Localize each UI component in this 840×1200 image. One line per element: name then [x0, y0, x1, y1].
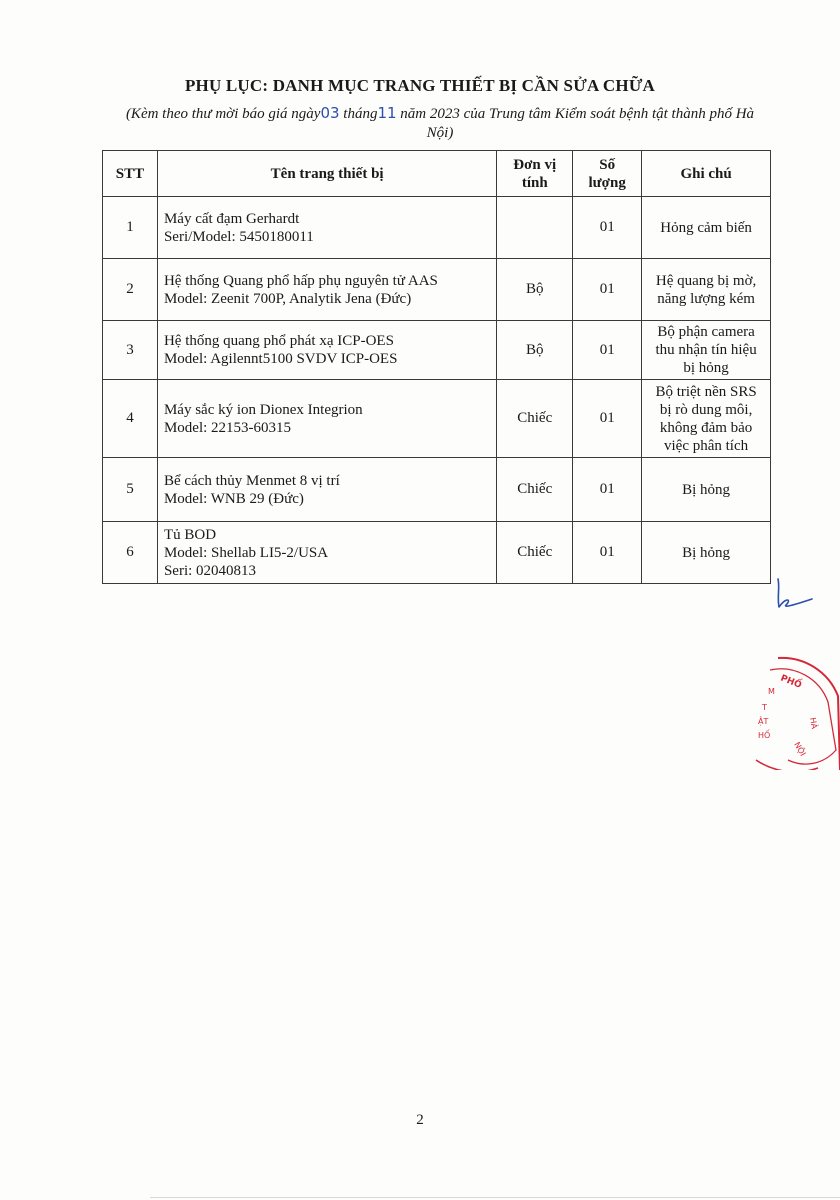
table-row: [103, 197, 771, 259]
header-note: Ghi chú: [642, 151, 771, 197]
cell-unit: Chiếc: [497, 458, 573, 522]
note-line: Bị hỏng: [682, 544, 731, 561]
equipment-name-line: Máy cất đạm Gerhardt: [163, 210, 300, 227]
equipment-name-line: Hệ thống quang phổ phát xạ ICP-OES: [163, 333, 394, 349]
note-line: không đảm bảo: [659, 419, 753, 436]
note-line: Bộ triệt nền SRS: [655, 383, 757, 400]
cell-equipment-name: [157, 197, 496, 259]
note-line: thu nhận tín hiệu: [655, 342, 757, 358]
cell-unit: Chiếc: [497, 380, 573, 458]
note-line: Bị hỏng: [682, 481, 731, 498]
subtitle-part1: (Kèm theo thư mời báo giá ngày: [125, 106, 321, 122]
header-qty-line1: Số: [599, 156, 616, 173]
header-qty-line2: lượng: [588, 174, 626, 191]
equipment-name-line: Bể cách thủy Menmet 8 vị trí: [163, 472, 340, 489]
cell-note: [642, 458, 771, 522]
svg-text:PHỐ: PHỐ: [778, 673, 803, 691]
note-line: Bộ phận camera: [657, 324, 755, 340]
cell-stt: 6: [103, 522, 158, 584]
svg-text:ẬT: ẬT: [758, 717, 769, 726]
cell-quantity: 01: [573, 458, 642, 522]
cell-quantity: 01: [573, 522, 642, 584]
svg-text:HỐ: HỐ: [758, 731, 771, 740]
equipment-name-line: Seri: 02040813: [163, 562, 257, 579]
equipment-name-line: Model: Zeenit 700P, Analytik Jena (Đức): [163, 290, 412, 307]
cell-stt: 5: [103, 458, 158, 522]
cell-stt: 3: [103, 321, 158, 380]
header-unit-line2: tính: [521, 174, 548, 191]
table-row: [103, 458, 771, 522]
cell-stt: 4: [103, 380, 158, 458]
note-line: năng lượng kém: [657, 290, 755, 307]
equipment-name-line: Máy sắc ký ion Dionex Integrion: [163, 401, 363, 418]
equipment-name-line: Model: Agilennt5100 SVDV ICP-OES: [163, 351, 398, 367]
note-line: Hỏng cảm biến: [660, 219, 752, 236]
table-header-row: [103, 151, 771, 197]
table-row: [103, 522, 771, 584]
cell-equipment-name: [157, 259, 496, 321]
header-stt: STT: [103, 151, 158, 197]
equipment-table: [102, 150, 771, 584]
equipment-name-line: Tủ BOD: [163, 526, 217, 543]
page-number: 2: [416, 1112, 424, 1128]
table-row: [103, 259, 771, 321]
svg-text:M: M: [768, 687, 775, 696]
svg-text:HÀ: HÀ: [808, 716, 819, 730]
cell-unit: Bộ: [497, 321, 573, 380]
cell-stt: 1: [103, 197, 158, 259]
cell-quantity: 01: [573, 259, 642, 321]
header-unit: [497, 151, 573, 197]
cell-note: [642, 380, 771, 458]
header-name: Tên trang thiết bị: [157, 151, 496, 197]
cell-equipment-name: [157, 458, 496, 522]
equipment-name-line: Hệ thống Quang phổ hấp phụ nguyên tử AAS: [163, 272, 438, 289]
note-line: việc phân tích: [664, 437, 749, 454]
note-line: Hệ quang bị mờ,: [655, 272, 757, 289]
svg-text:T: T: [762, 703, 767, 712]
cell-note: [642, 197, 771, 259]
subtitle-part2: tháng: [339, 106, 378, 122]
equipment-name-line: Seri/Model: 5450180011: [163, 228, 314, 245]
official-stamp: [748, 640, 840, 770]
cell-unit: Bộ: [497, 259, 573, 321]
equipment-name-line: Model: WNB 29 (Đức): [163, 490, 304, 507]
signature-mark: [768, 575, 818, 615]
cell-equipment-name: [157, 380, 496, 458]
note-line: bị hỏng: [683, 360, 729, 376]
cell-equipment-name: [157, 522, 496, 584]
bottom-divider: [150, 1197, 840, 1198]
table-row: [103, 321, 771, 380]
cell-equipment-name: [157, 321, 496, 380]
cell-unit: Chiếc: [497, 522, 573, 584]
header-unit-line1: Đơn vị: [513, 156, 557, 173]
note-line: bị rò dung môi,: [659, 401, 753, 418]
equipment-name-line: Model: Shellab LI5-2/USA: [163, 544, 329, 561]
cell-note: [642, 259, 771, 321]
handwritten-day: 03: [320, 104, 340, 122]
subtitle-part3: năm 2023 của Trung tâm Kiểm soát bệnh tật thành phố Hà Nội): [396, 106, 755, 141]
cell-quantity: 01: [573, 197, 642, 259]
document-subtitle: [120, 104, 760, 143]
equipment-name-line: Model: 22153-60315: [163, 419, 292, 436]
cell-quantity: 01: [573, 380, 642, 458]
header-qty: [573, 151, 642, 197]
cell-note: [642, 321, 771, 380]
cell-quantity: 01: [573, 321, 642, 380]
table-row: [103, 380, 771, 458]
cell-unit: [497, 197, 573, 259]
cell-stt: 2: [103, 259, 158, 321]
handwritten-month: 11: [377, 104, 397, 122]
svg-text:NỘI: NỘI: [792, 740, 808, 758]
document-title: PHỤ LỤC: DANH MỤC TRANG THIẾT BỊ CẦN SỬA CHỮA: [184, 76, 656, 95]
table-body: [103, 197, 771, 584]
cell-note: [642, 522, 771, 584]
